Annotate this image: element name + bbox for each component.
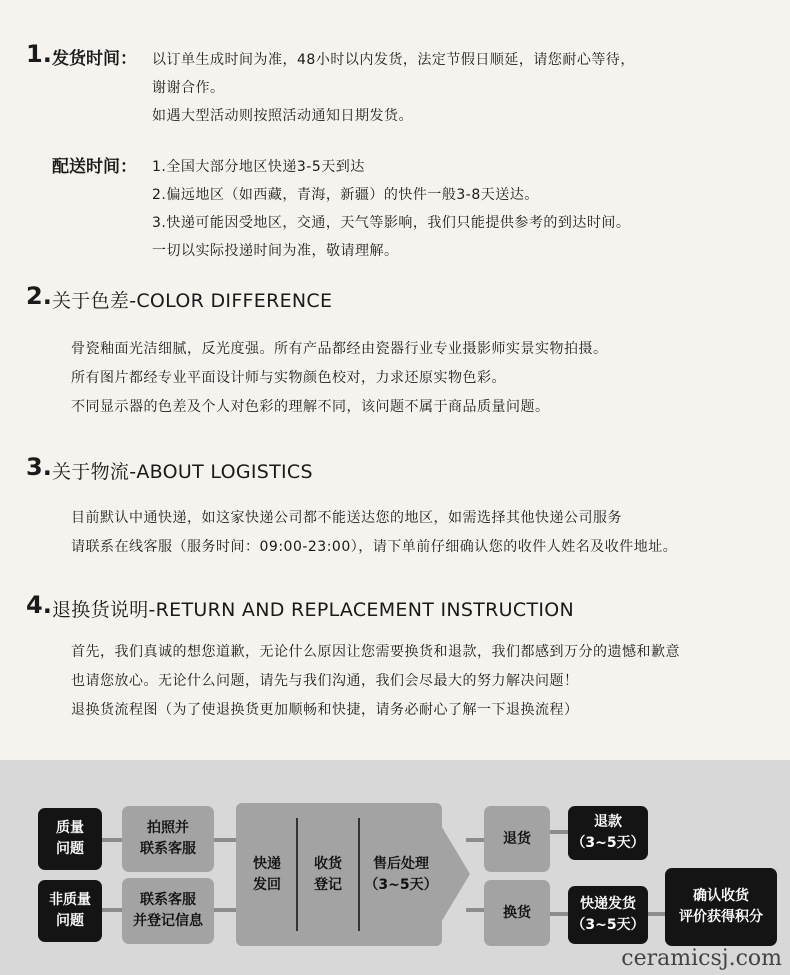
color-line-3: 不同显示器的色差及个人对色彩的理解不同，该问题不属于商品质量问题。 [71,399,550,415]
returns-heading: 退换货说明-RETURN AND REPLACEMENT INSTRUCTION [52,599,575,621]
returns-line-3: 退换货流程图（为了使退换货更加顺畅和快捷，请务必耐心了解一下退换流程） [71,702,579,718]
returns-line-2: 也请您放心。无论什么问题，请先与我们沟通，我们会尽最大的努力解决问题！ [71,673,579,689]
non-quality-issue-box: 非质量 问题 [38,880,102,942]
logistics-line-2: 请联系在线客服（服务时间：09:00-23:00），请下单前仔细确认您的收件人姓名及收件地址。 [71,539,678,555]
delivery-label: 配送时间： [52,157,137,177]
shipping-line-3: 如遇大型活动则按照活动通知日期发货。 [152,108,413,124]
shipping-number: 1. [26,40,52,68]
shipping-line-2: 谢谢合作。 [152,80,225,96]
logistics-number: 3. [26,453,52,481]
receive-register-step: 收货 登记 [314,855,342,893]
color-line-2: 所有图片都经专业平面设计师与实物颜色校对，力求还原实物色彩。 [71,370,506,386]
confirm-receipt-box: 确认收货 评价获得积分 [665,868,777,946]
color-number: 2. [26,282,52,310]
delivery-line-3: 3.快递可能因受地区，交通，天气等影响，我们只能提供参考的到达时间。 [152,215,631,231]
arrow-right-icon [440,824,470,924]
color-heading: 关于色差-COLOR DIFFERENCE [52,290,333,312]
express-return-step: 快递 发回 [253,855,281,893]
after-sale-step: 售后处理 （3~5天） [364,855,438,893]
contact-register-box: 联系客服 并登记信息 [122,878,214,944]
reship-box: 快递发货 （3~5天） [568,886,648,944]
color-line-1: 骨瓷釉面光洁细腻，反光度强。所有产品都经由瓷器行业专业摄影师实景实物拍摄。 [71,341,608,357]
connector-line [550,830,568,834]
delivery-line-4: 一切以实际投递时间为准，敬请理解。 [152,243,399,259]
shipping-line-1: 以订单生成时间为准，48小时以内发货，法定节假日顺延，请您耐心等待， [152,52,635,68]
delivery-line-2: 2.偏远地区（如西藏，青海，新疆）的快件一般3-8天送达。 [152,187,539,203]
logistics-line-1: 目前默认中通快递，如这家快递公司都不能送达您的地区，如需选择其他快递公司服务 [71,510,622,526]
shipping-label: 发货时间： [52,49,137,69]
watermark: ceramicsj.com [621,946,782,971]
quality-issue-box: 质量 问题 [38,808,102,870]
delivery-line-1: 1.全国大部分地区快递3-5天到达 [152,159,365,175]
logistics-heading: 关于物流-ABOUT LOGISTICS [52,461,313,483]
returns-number: 4. [26,591,52,619]
photo-contact-box: 拍照并 联系客服 [122,806,214,872]
connector-line [647,912,665,916]
refund-box: 退款 （3~5天） [568,806,648,860]
connector-line [213,908,237,912]
return-goods-box: 退货 [484,806,550,872]
connector-line [100,908,124,912]
connector-line [213,838,237,842]
connector-line [100,838,124,842]
connector-line [550,912,568,916]
exchange-goods-box: 换货 [484,880,550,946]
returns-line-1: 首先，我们真诚的想您道歉，无论什么原因让您需要换货和退款，我们都感到万分的遗憾和歉意 [71,644,680,660]
